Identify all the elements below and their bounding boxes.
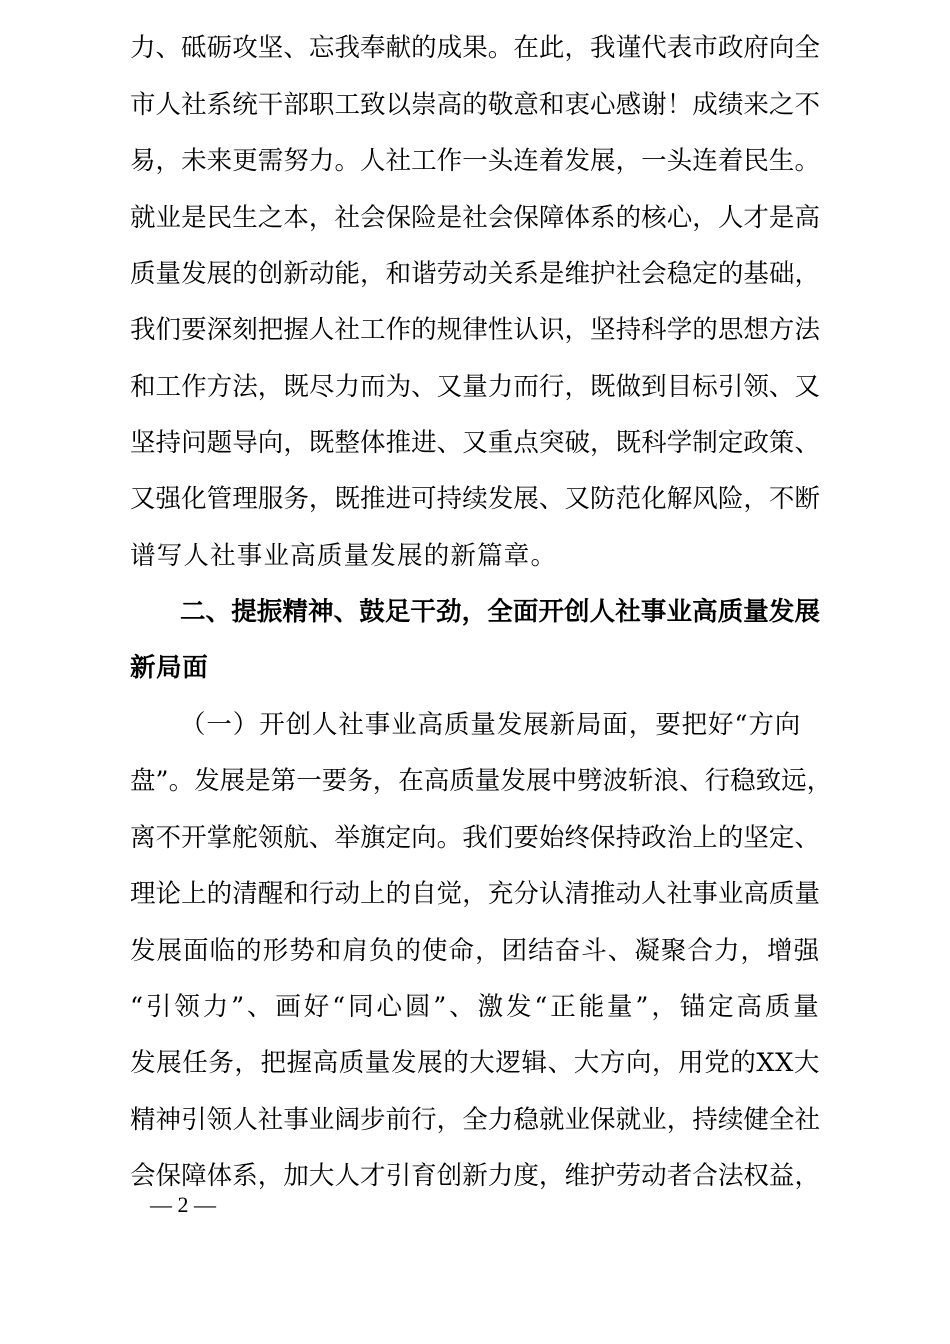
paragraph-line: 力、砥砺攻坚、忘我奉献的成果。在此，我谨代表市政府向全	[130, 33, 820, 63]
paragraph-line: 发展任务，把握高质量发展的大逻辑、大方向，用党的XX大	[130, 1048, 821, 1078]
paragraph-line: 会保障体系，加大人才引育创新力度，维护劳动者合法权益，	[130, 1161, 820, 1191]
paragraph-line: 就业是民生之本，社会保险是社会保障体系的核心，人才是高	[130, 203, 820, 233]
paragraph-line: 精神引领人社事业阔步前行，全力稳就业保就业，持续健全社	[130, 1105, 820, 1135]
paragraph-line: 质量发展的创新动能，和谐劳动关系是维护社会稳定的基础，	[130, 259, 820, 289]
paragraph-line: 我们要深刻把握人社工作的规律性认识，坚持科学的思想方法	[130, 315, 820, 345]
paragraph-line: 又强化管理服务，既推进可持续发展、又防范化解风险，不断	[130, 484, 820, 514]
paragraph-line: 和工作方法，既尽力而为、又量力而行，既做到目标引领、又	[130, 372, 820, 402]
page-number: — 2 —	[150, 1192, 216, 1217]
paragraph-line: （一）开创人社事业高质量发展新局面，要把好“方向	[180, 710, 802, 740]
section-heading-line: 新局面	[130, 653, 209, 683]
paragraph-line: 市人社系统干部职工致以崇高的敬意和衷心感谢！成绩来之不	[130, 90, 820, 120]
paragraph-line: 谱写人社事业高质量发展的新篇章。	[130, 541, 558, 571]
section-heading-line: 二、提振精神、鼓足干劲，全面开创人社事业高质量发展	[180, 597, 820, 627]
paragraph-line: 易，未来更需努力。人社工作一头连着发展，一头连着民生。	[130, 146, 820, 176]
paragraph-line: “引领力”、画好“同心圆”、激发“正能量”，锚定高质量	[130, 992, 820, 1022]
paragraph-line: 理论上的清醒和行动上的自觉，充分认清推动人社事业高质量	[130, 879, 820, 909]
paragraph-line: 离不开掌舵领航、举旗定向。我们要始终保持政治上的坚定、	[130, 823, 820, 853]
paragraph-line: 盘”。发展是第一要务，在高质量发展中劈波斩浪、行稳致远，	[130, 766, 832, 796]
paragraph-line: 发展面临的形势和肩负的使命，团结奋斗、凝聚合力，增强	[130, 936, 820, 966]
paragraph-line: 坚持问题导向，既整体推进、又重点突破，既科学制定政策、	[130, 428, 820, 458]
